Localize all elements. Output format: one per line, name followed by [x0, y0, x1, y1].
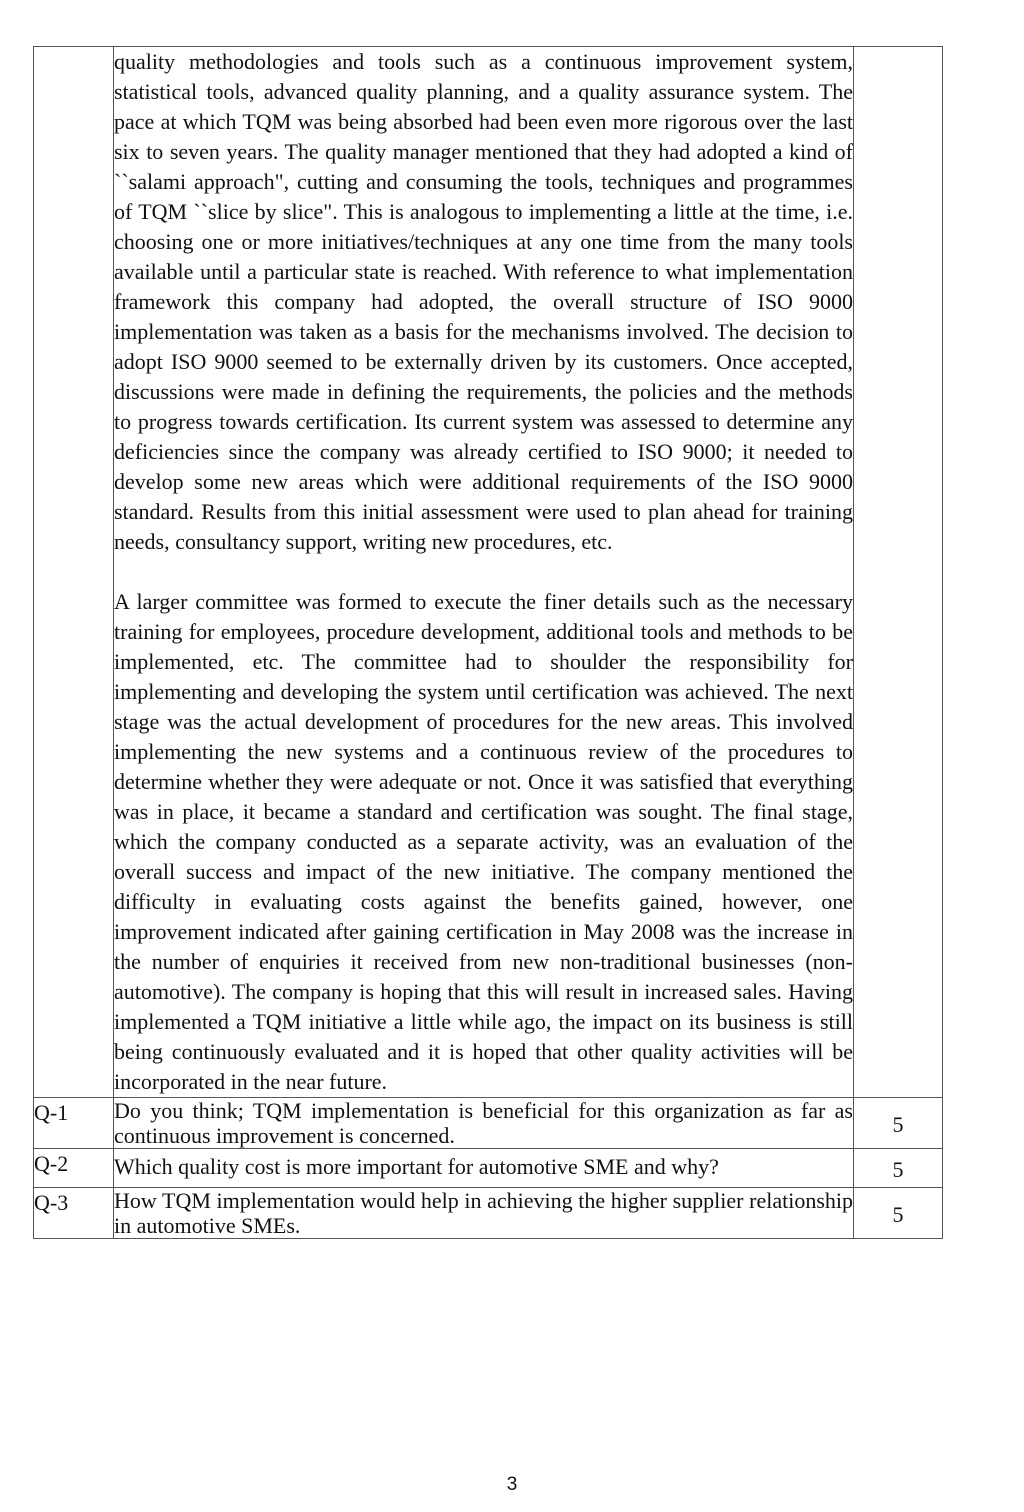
question-row [34, 1188, 943, 1239]
question-marks: 5 [854, 1188, 943, 1239]
question-text: Do you think; TQM implementation is beneficial for this organization as far as continuous improvement is concerned. [114, 1098, 853, 1148]
passage-row [34, 47, 943, 1098]
page-number: 3 [506, 1474, 518, 1495]
question-row [34, 1149, 943, 1188]
question-text: How TQM implementation would help in achieving the higher supplier relationship in automotive SMEs. [114, 1188, 853, 1238]
question-row [34, 1098, 943, 1149]
passage-marks-cell [854, 47, 943, 1098]
question-label: Q-3 [34, 1188, 114, 1239]
passage-paragraph-2: A larger committee was formed to execute the finer details such as the necessary training for employees, procedure development, additional tools and methods to be implemented, etc. The committee had to shoulder the responsibility for implementing and developing the system until certification was achieved. The next stage was the actual development of procedures for the new areas. This involved implementing the new systems and a continuous review of the procedures to determine whether they were adequate or not. Once it was satisfied that everything was in place, it became a standard and certification was sought. The final stage, which the company conducted as a separate activity, was an evaluation of the overall success and impact of the new initiative. The company mentioned the difficulty in evaluating costs against the benefits gained, however, one improvement indicated after gaining certification in May 2008 was the increase in the number of enquiries it received from new non-traditional businesses (non-automotive). The company is hoping that this will result in increased sales. Having implemented a TQM initiative a little while ago, the impact on its business is still being continuously evaluated and it is hoped that other quality activities will be incorporated in the near future. [114, 589, 853, 1094]
passage-paragraph-1: quality methodologies and tools such as a continuous improvement system, statistical tools, advanced quality planning, and a quality assurance system. The pace at which TQM was being absorbed had been even more rigorous over the last six to seven years. The quality manager mentioned that they had adopted a kind of ``salami approach", cutting and consuming the tools, techniques and programmes of TQM ``slice by slice". This is analogous to implementing a little at the time, i.e. choosing one or more initiatives/techniques at any one time from the many tools available until a particular state is reached. With reference to what implementation framework this company had adopted, the overall structure of ISO 9000 implementation was taken as a basis for the mechanisms involved. The decision to adopt ISO 9000 seemed to be externally driven by its customers. Once accepted, discussions were made in defining the requirements, the policies and the methods to progress towards certification. Its current system was assessed to determine any deficiencies since the company was already certified to ISO 9000; it needed to develop some new areas which were additional requirements of the ISO 9000 standard. Results from this initial assessment were used to plan ahead for training needs, consultancy support, writing new procedures, etc. [114, 49, 853, 554]
question-label: Q-1 [34, 1098, 114, 1149]
question-table [33, 46, 943, 1239]
passage-label-cell [34, 47, 114, 1098]
question-text: Which quality cost is more important for automotive SME and why? [114, 1149, 854, 1188]
question-marks: 5 [854, 1098, 943, 1149]
question-label: Q-2 [34, 1149, 114, 1188]
question-marks: 5 [854, 1149, 943, 1188]
case-study-passage [114, 47, 854, 1098]
